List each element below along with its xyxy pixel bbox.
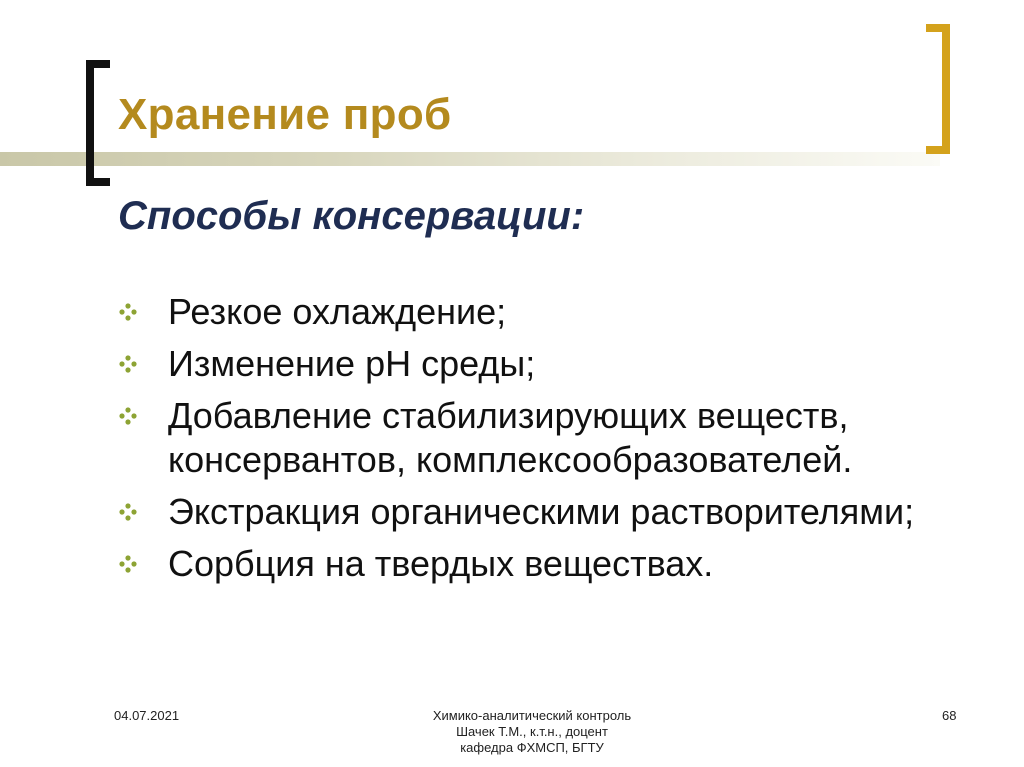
footer-author: Шачек Т.М., к.т.н., доцент	[456, 724, 608, 739]
bullet-list	[116, 290, 976, 594]
footer-author-block	[382, 708, 682, 756]
right-bracket-decoration	[924, 24, 950, 154]
slide-title: Хранение проб	[118, 90, 452, 139]
diamond-dots-icon	[118, 554, 138, 574]
page-number: 68	[942, 708, 957, 723]
list-item	[116, 290, 976, 334]
list-item	[116, 394, 976, 482]
left-bracket-decoration	[86, 60, 112, 186]
diamond-dots-icon	[118, 406, 138, 426]
footer-date: 04.07.2021	[114, 708, 180, 723]
list-item	[116, 542, 976, 586]
list-item	[116, 342, 976, 386]
bullet-text: Резкое охлаждение;	[168, 291, 507, 332]
footer-department: кафедра ФХМСП, БГТУ	[460, 740, 604, 755]
title-underline-band	[0, 152, 940, 166]
diamond-dots-icon	[118, 502, 138, 522]
diamond-dots-icon	[118, 354, 138, 374]
bullet-text: Экстракция органическими растворителями;	[168, 491, 915, 532]
footer-course-title: Химико-аналитический контроль	[432, 708, 632, 723]
slide-subtitle: Способы консервации:	[118, 194, 585, 238]
bullet-text: Сорбция на твердых веществах.	[168, 543, 714, 584]
list-item	[116, 490, 976, 534]
bullet-text: Добавление стабилизирующих веществ, консервантов, комплексообразователей.	[168, 395, 853, 480]
diamond-dots-icon	[118, 302, 138, 322]
bullet-text: Изменение pH среды;	[168, 343, 536, 384]
